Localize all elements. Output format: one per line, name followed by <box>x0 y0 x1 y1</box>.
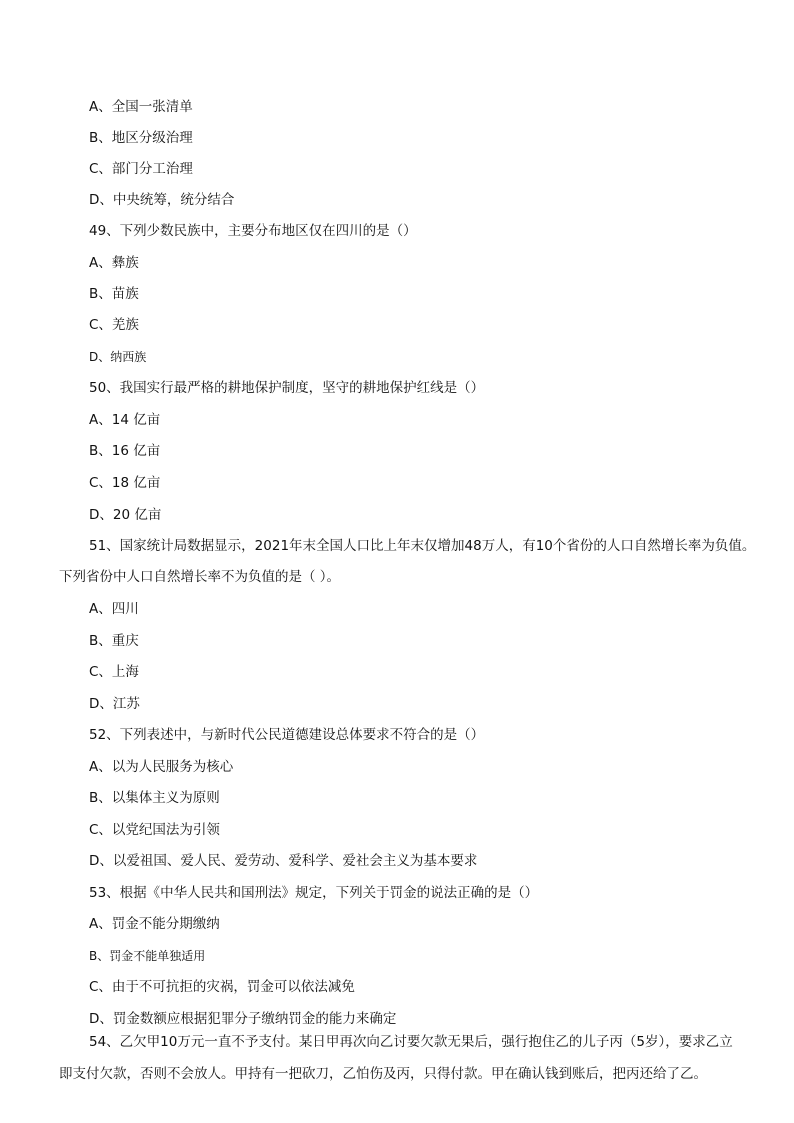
option-line: B、地区分级治理 <box>89 130 193 146</box>
option-line: C、以党纪国法为引领 <box>89 822 220 838</box>
option-line: D、纳西族 <box>89 350 147 364</box>
option-line: C、18 亿亩 <box>89 475 161 491</box>
option-line: C、由于不可抗拒的灾祸，罚金可以依法减免 <box>89 979 355 995</box>
option-line: B、16 亿亩 <box>89 443 161 459</box>
option-line: D、中央统筹，统分结合 <box>89 192 235 208</box>
option-line: D、以爱祖国、爱人民、爱劳动、爱科学、爱社会主义为基本要求 <box>89 853 478 869</box>
option-line: A、以为人民服务为核心 <box>89 759 234 775</box>
question-line: 49、下列少数民族中，主要分布地区仅在四川的是（） <box>89 223 417 239</box>
question-line: 下列省份中人口自然增长率不为负值的是（ ）。 <box>59 569 341 585</box>
option-line: C、上海 <box>89 664 139 680</box>
question-line: 52、下列表述中，与新时代公民道德建设总体要求不符合的是（） <box>89 727 485 743</box>
question-line: 50、我国实行最严格的耕地保护制度，坚守的耕地保护红线是（） <box>89 380 485 396</box>
option-line: A、彝族 <box>89 255 139 271</box>
question-line: 即支付欠款，否则不会放人。甲持有一把砍刀，乙怕伤及丙，只得付款。甲在确认钱到账后，把丙还给了乙。 <box>59 1066 707 1082</box>
question-line: 53、根据《中华人民共和国刑法》规定，下列关于罚金的说法正确的是（） <box>89 885 539 901</box>
option-line: B、罚金不能单独适用 <box>89 949 206 963</box>
option-line: D、江苏 <box>89 696 140 712</box>
option-line: B、以集体主义为原则 <box>89 790 220 806</box>
option-line: D、罚金数额应根据犯罪分子缴纳罚金的能力来确定 <box>89 1011 397 1027</box>
question-line: 54、乙欠甲10万元一直不予支付。某日甲再次向乙讨要欠款无果后，强行抱住乙的儿子丙（5岁），要求乙立 <box>89 1034 733 1050</box>
option-line: A、罚金不能分期缴纳 <box>89 916 220 932</box>
option-line: A、全国一张清单 <box>89 99 193 115</box>
option-line: C、部门分工治理 <box>89 161 193 177</box>
option-line: A、四川 <box>89 601 139 617</box>
question-line: 51、国家统计局数据显示，2021年末全国人口比上年末仅增加48万人，有10个省份的人口自然增长率为负值。 <box>89 538 756 554</box>
option-line: B、重庆 <box>89 633 139 649</box>
option-line: D、20 亿亩 <box>89 507 162 523</box>
option-line: B、苗族 <box>89 286 139 302</box>
option-line: C、羌族 <box>89 317 139 333</box>
option-line: A、14 亿亩 <box>89 412 161 428</box>
